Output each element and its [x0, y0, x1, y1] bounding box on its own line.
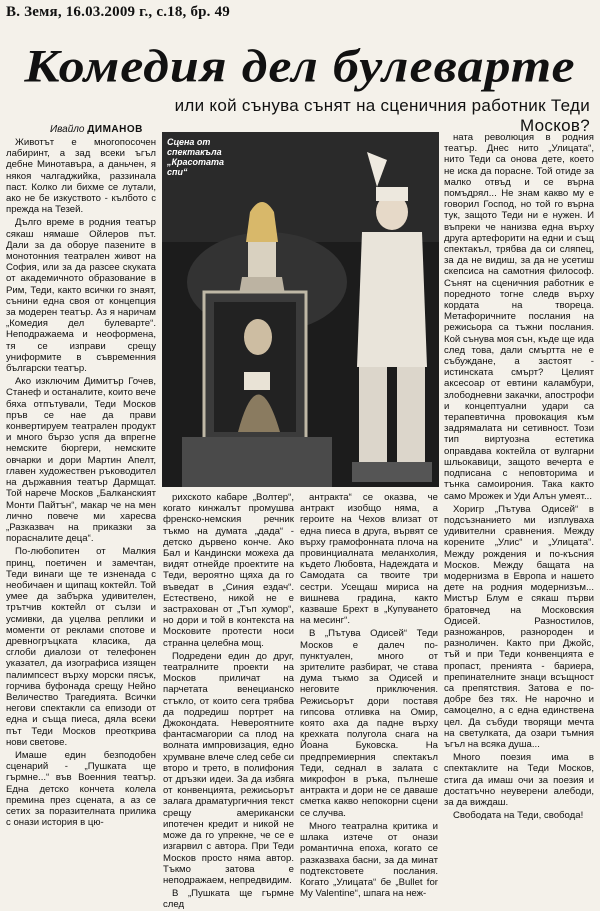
- paragraph: рихското кабаре „Волтер“, когато кинжалът промушва френско-немския речник тъкмо на думата „дада“ - детско дървено конче. Ако Бал и Кандински можеха да видят отнейде проектите на Теди, вероятно щяха да го въведат в „Синия ездач“. Естествено, никой не е застрахован от „Тъп хумор“, но дори и той в контекста на Московите протести носи странна целебна мощ.: [163, 492, 294, 649]
- paragraph: Подредени един до друг, театралните проекти на Москов приличат на парчетата венецианско стъкло, от които сега трябва да подредиш портрет на Джокондата. Невероятните фантасмагории са плод на волната импровизация, едно хрумване влече след себе си второ и трето, в полифония от дръзки идеи. За да избяга от конвенцията, режисьорът залага драматургичния текст срещу американски ипотечен кредит и никой не може да го упрекне, че се е изгарвил с автора. При Теди Москов просто няма автор. Тъкмо затова е неподражаем, непредвидим.: [163, 650, 294, 886]
- subheadline: или кой сънува сънят на сценичния работник Теди Москов?: [174, 96, 590, 135]
- article-column-3: [300, 492, 438, 900]
- byline-first-name: Ивайло: [50, 124, 85, 135]
- paragraph: Свободата на Теди, свобода!: [453, 810, 584, 822]
- paragraph: Ако изключим Димитър Гочев, Станеф и останалите, които вече бяха отпътували, Теди Москов пръв се нае да прави конвертируем театрален продукт и много бързо успя да впрегне немските бюргери, немските овчарки и дори Мартин Апелт, главен художествен ръководител на държавния театър Дармщат. Той нарече Москов „Балканският Монти Пайтън“, макар че на мен лично повече ми харесва „Разказвач на приказки за порасналите деца“.: [6, 376, 156, 545]
- article-column-2: [163, 492, 294, 911]
- paragraph: Много театрална критика и шлака изтече от онази романтична епоха, когато се разказваха басни, за да минат подтекстовете послания. Когато „Улицата“ бе „Bullet for My Valentine“, шпага на неж-: [300, 820, 438, 900]
- byline: [50, 124, 143, 135]
- article-column-1: [6, 137, 156, 829]
- paragraph: По-любопитен от Малкия принц, поетичен и замечтан, Теди винаги ще те изненада с необичаен и щипащ коктейл. Той умее да забърка удивителен, трътчив коктейл от сълзи и усмивки, да уцелва реплики и моменти от реклами спотове и древногръцката класика, да сглоби диалози от телефонен указател, да изографиса изящен палимпсест върху морски пясък, горчива буфонада срещу Нейно Величество Трагедията. Всички негови спектакли са епизоди от една и съща пиеса, дяла всеки път Теди Москов преоткрива нови светове.: [6, 546, 156, 748]
- stage-photo-illustration: [162, 132, 439, 487]
- paragraph: Дълго време в родния театър сякаш нямаше Ойлеров път. Дали за да оборуе пазените в монотонния театрален живот на София, или за да разсее скуката от академичното образование в Рим, Теди, както всички го знаят, сънини една своя от концепция за модерен театър. Аз я наричам „Комедия дел булеварте“. Неподражаема и неоформена, тя се изправи срещу униформите в съвременния български театър.: [6, 217, 156, 375]
- paragraph: Хоригр „Пътува Одисей“ в подсъзнанието ми изплуваха удивителни сравнения. Между корените „Улис“ и „Улицата“. Между рождения и по-късния Москов. Между бащата на модернизма в Европа и нашето дете на родния модернизъм... Мистър Блум е сякаш първи братовчед на Московския Одисей. Разностилов, разножанров, разнороден и разноличен. Както при Джойс, тъй и при Теди конвенцията е пропаст, пренията - бариера, препинателните знаци всъщност са препятствия. Затова е по-добре без тях. Не нарочно и самоцелно, а с една единствена цел. Да събуди творящи мечта на светулката, да озари тъмния ъгъл на всяка душа...: [444, 503, 594, 750]
- article-column-4: [444, 132, 594, 822]
- paragraph: В „Пътува Одисей“ Теди Москов е далеч по-пунктуален, много от зрителите разбират, че става дума тъкмо за Одисей и неговите приключения. Режисьорът дори поставя гипсова отливка на Омир, която аха да падне върху крехката полугола снага на Йоана Буковска. На предпремиерния спектакъл Теди, седнал в залата с микрофон в ръка, пълнеше антракта и дори не се даваше сметка какво непокорни сцени се случва.: [300, 628, 438, 819]
- paragraph: ната революция в родния театър. Днес нито „Улицата“, нито Теди са онова дете, което не иска да порасне. Той отиде за малко отвъд и се върна помъдрял... Не знам какво му е говорил Господ, но той го върна тук, защото Теди ни е нужен. И въпреки че нанизва една върху друга артефорити на едни и същ спектакъл, трябва да си сляпец, за да не видиш, за да не усетиш скепсиса на самотния философ. Сънят на сценичния работник е поредното тогне следв върху кордата на твореца. Метафоричните послания на режисьора са тъжни послания. Кой сънува моя сън, къде ще ида след това, дали смъртта не е събуждане, а застоят - истинската смърт? Целият аксесоар от евтини каламбури, злободневни закачки, апострофи и концептуални удари са терапевтична провокация към задрямалата ни сетивност. Този тип виртуозна естетика оправдава коктейла от вулгарни шльокавици, защото вечерта е подписана с неповторима и тънка самоирония. Така както само Мрожек и Уди Алън умеят...: [444, 132, 594, 502]
- photo-caption: Сцена от спектакъла „Красотата спи“: [167, 137, 225, 177]
- stage-photo: [162, 132, 439, 487]
- paragraph: Имаше един безподобен сценарий - „Пушката ще гърмне...“ във Военния театър. Една детско кончета колела премина през сцената, а аз се сетих за поразителната прилика с онази история в цю-: [6, 749, 156, 829]
- source-line: В. Земя, 16.03.2009 г., с.18, бр. 49: [6, 4, 230, 20]
- paragraph: Животът е многопосочен лабиринт, а зад всеки ъгъл дебне Минотавъра, а даньчен, я някоя чалгаджийка, раззинала паст. Колко ли бихме се лутали, ако не бе изкуството - кълбото с прежда на Тезей.: [6, 137, 156, 216]
- paragraph: В „Пушката ще гърмне след: [163, 888, 294, 911]
- byline-last-name: ДИМАНОВ: [87, 124, 143, 135]
- paragraph: Много поезия има в спектаклите на Теди Москов, стига да имаш очи за поезия и достатъчно неуверени алебоди, за да виждаш.: [444, 752, 594, 808]
- headline: Комедия дел булеварте: [24, 40, 576, 93]
- paragraph: антракта“ се оказва, че антракт изобщо няма, а героите на Чехов влизат от една пиеса в друга, вървят се върху грамофонната плоча на провинциалната меланхолия, където Любовта, Надеждата и Самодата са твоите три сестри. Усещаш мириса на вишнева градина, както казваше Брехт в „Купуването на месинг“.: [300, 492, 438, 627]
